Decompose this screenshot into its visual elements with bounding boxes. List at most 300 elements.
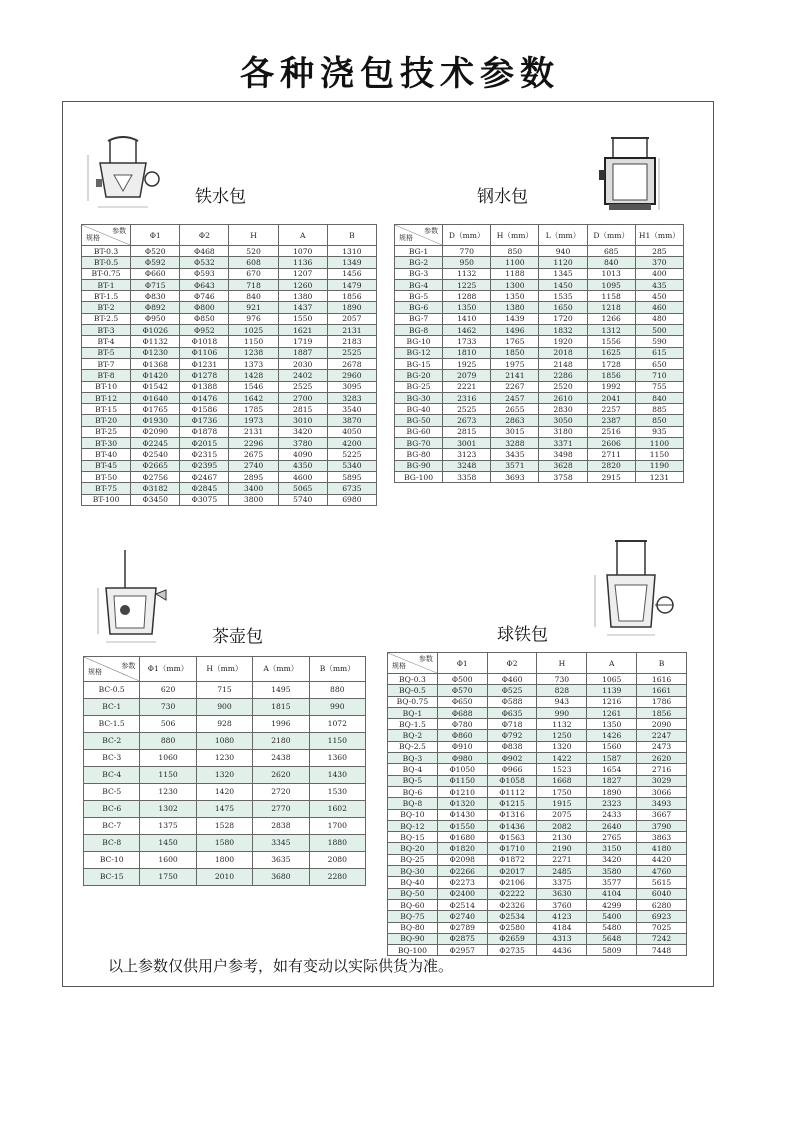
value-cell: 2148 bbox=[539, 358, 587, 369]
value-cell: Φ910 bbox=[437, 741, 487, 752]
header-spec-label: 规格 bbox=[392, 662, 406, 670]
value-cell: 2082 bbox=[537, 820, 587, 831]
value-cell: 1350 bbox=[443, 302, 491, 313]
value-cell: 4104 bbox=[587, 888, 637, 899]
value-cell: 3248 bbox=[443, 460, 491, 471]
value-cell: Φ3075 bbox=[180, 494, 229, 505]
value-cell: Φ1765 bbox=[131, 404, 180, 415]
table-row bbox=[84, 869, 366, 886]
value-cell: 3667 bbox=[637, 809, 687, 820]
header-corner-cell bbox=[82, 225, 131, 246]
value-cell: 2610 bbox=[539, 392, 587, 403]
value-cell: 1430 bbox=[309, 767, 365, 784]
value-cell: Φ1026 bbox=[131, 325, 180, 336]
iron-ladle-title: 铁水包 bbox=[195, 187, 246, 207]
model-cell: BT-8 bbox=[82, 370, 131, 381]
value-cell: 5895 bbox=[327, 471, 376, 482]
value-cell: 2247 bbox=[637, 730, 687, 741]
value-cell: Φ650 bbox=[437, 696, 487, 707]
column-header: D（mm） bbox=[587, 225, 635, 246]
value-cell: 5480 bbox=[587, 922, 637, 933]
model-cell: BT-3 bbox=[82, 325, 131, 336]
value-cell: 2010 bbox=[196, 869, 252, 886]
value-cell: 1668 bbox=[537, 775, 587, 786]
table-row bbox=[388, 922, 687, 933]
table-row bbox=[82, 257, 377, 268]
value-cell: Φ593 bbox=[180, 268, 229, 279]
value-cell: 2815 bbox=[278, 404, 327, 415]
value-cell: Φ830 bbox=[131, 291, 180, 302]
value-cell: 2678 bbox=[327, 358, 376, 369]
value-cell: 1350 bbox=[587, 719, 637, 730]
value-cell: 1600 bbox=[140, 852, 196, 869]
ball-ladle-title: 球铁包 bbox=[497, 625, 548, 645]
value-cell: 1720 bbox=[539, 313, 587, 324]
value-cell: 5615 bbox=[637, 877, 687, 888]
column-header: B bbox=[637, 653, 687, 674]
value-cell: Φ800 bbox=[180, 302, 229, 313]
teapot-ladle-drawing bbox=[90, 548, 175, 648]
table-row bbox=[388, 854, 687, 865]
model-cell: BQ-10 bbox=[388, 809, 438, 820]
value-cell: 1250 bbox=[537, 730, 587, 741]
value-cell: 2820 bbox=[587, 460, 635, 471]
model-cell: BC-3 bbox=[84, 750, 140, 767]
value-cell: 770 bbox=[443, 246, 491, 257]
value-cell: 3760 bbox=[537, 899, 587, 910]
value-cell: Φ2534 bbox=[487, 911, 537, 922]
value-cell: 2280 bbox=[309, 869, 365, 886]
table-row bbox=[82, 279, 377, 290]
value-cell: 1060 bbox=[140, 750, 196, 767]
model-cell: BG-6 bbox=[395, 302, 443, 313]
value-cell: 2620 bbox=[253, 767, 309, 784]
value-cell: Φ1231 bbox=[180, 358, 229, 369]
value-cell: 1238 bbox=[229, 347, 278, 358]
model-cell: BG-80 bbox=[395, 449, 443, 460]
value-cell: 1996 bbox=[253, 716, 309, 733]
column-header: A bbox=[278, 225, 327, 246]
value-cell: 1880 bbox=[309, 835, 365, 852]
model-cell: BG-60 bbox=[395, 426, 443, 437]
value-cell: 1616 bbox=[637, 674, 687, 685]
value-cell: Φ966 bbox=[487, 764, 537, 775]
table-row bbox=[84, 801, 366, 818]
model-cell: BC-0.5 bbox=[84, 682, 140, 699]
value-cell: Φ1736 bbox=[180, 415, 229, 426]
value-cell: Φ792 bbox=[487, 730, 537, 741]
table-row bbox=[395, 279, 684, 290]
value-cell: 1550 bbox=[278, 313, 327, 324]
value-cell: 1231 bbox=[635, 471, 683, 482]
value-cell: 950 bbox=[443, 257, 491, 268]
value-cell: 2675 bbox=[229, 449, 278, 460]
value-cell: 6735 bbox=[327, 483, 376, 494]
value-cell: 2131 bbox=[229, 426, 278, 437]
value-cell: Φ1316 bbox=[487, 809, 537, 820]
model-cell: BC-7 bbox=[84, 818, 140, 835]
table-row bbox=[395, 347, 684, 358]
value-cell: 2221 bbox=[443, 381, 491, 392]
table-row bbox=[82, 246, 377, 257]
table-row bbox=[395, 291, 684, 302]
value-cell: 4184 bbox=[537, 922, 587, 933]
model-cell: BQ-12 bbox=[388, 820, 438, 831]
value-cell: Φ2266 bbox=[437, 866, 487, 877]
model-cell: BT-0.3 bbox=[82, 246, 131, 257]
value-cell: 1360 bbox=[309, 750, 365, 767]
value-cell: 1013 bbox=[587, 268, 635, 279]
value-cell: 3420 bbox=[278, 426, 327, 437]
value-cell: 921 bbox=[229, 302, 278, 313]
value-cell: Φ468 bbox=[180, 246, 229, 257]
value-cell: Φ2106 bbox=[487, 877, 537, 888]
value-cell: 1150 bbox=[309, 733, 365, 750]
value-cell: 976 bbox=[229, 313, 278, 324]
value-cell: Φ952 bbox=[180, 325, 229, 336]
table-row bbox=[82, 471, 377, 482]
value-cell: 1560 bbox=[587, 741, 637, 752]
model-cell: BQ-2 bbox=[388, 730, 438, 741]
value-cell: 1065 bbox=[587, 674, 637, 685]
table-header-row bbox=[395, 225, 684, 246]
model-cell: BG-100 bbox=[395, 471, 443, 482]
value-cell: 3010 bbox=[278, 415, 327, 426]
value-cell: 2075 bbox=[537, 809, 587, 820]
value-cell: 2720 bbox=[253, 784, 309, 801]
table-row bbox=[82, 449, 377, 460]
value-cell: Φ2098 bbox=[437, 854, 487, 865]
value-cell: 2863 bbox=[491, 415, 539, 426]
value-cell: 4123 bbox=[537, 911, 587, 922]
value-cell: 1136 bbox=[278, 257, 327, 268]
model-cell: BQ-100 bbox=[388, 945, 438, 956]
table-row bbox=[82, 438, 377, 449]
value-cell: 2895 bbox=[229, 471, 278, 482]
value-cell: 2606 bbox=[587, 438, 635, 449]
value-cell: 1380 bbox=[278, 291, 327, 302]
model-cell: BQ-50 bbox=[388, 888, 438, 899]
value-cell: 2740 bbox=[229, 460, 278, 471]
table-row bbox=[395, 404, 684, 415]
value-cell: 990 bbox=[537, 707, 587, 718]
value-cell: 1190 bbox=[635, 460, 683, 471]
table-row bbox=[395, 460, 684, 471]
model-cell: BG-5 bbox=[395, 291, 443, 302]
model-cell: BQ-1.5 bbox=[388, 719, 438, 730]
column-header: B（mm） bbox=[309, 657, 365, 682]
value-cell: 1216 bbox=[587, 696, 637, 707]
value-cell: 1523 bbox=[537, 764, 587, 775]
value-cell: 2079 bbox=[443, 370, 491, 381]
model-cell: BG-90 bbox=[395, 460, 443, 471]
table-row bbox=[82, 404, 377, 415]
value-cell: 2960 bbox=[327, 370, 376, 381]
table-row bbox=[395, 246, 684, 257]
value-cell: 6280 bbox=[637, 899, 687, 910]
value-cell: Φ570 bbox=[437, 685, 487, 696]
value-cell: Φ1680 bbox=[437, 832, 487, 843]
value-cell: 2090 bbox=[637, 719, 687, 730]
value-cell: Φ2273 bbox=[437, 877, 487, 888]
value-cell: 1832 bbox=[539, 325, 587, 336]
model-cell: BT-25 bbox=[82, 426, 131, 437]
model-cell: BC-1 bbox=[84, 699, 140, 716]
value-cell: 2457 bbox=[491, 392, 539, 403]
value-cell: 1312 bbox=[587, 325, 635, 336]
value-cell: 590 bbox=[635, 336, 683, 347]
value-cell: 1530 bbox=[309, 784, 365, 801]
value-cell: 1225 bbox=[443, 279, 491, 290]
value-cell: 3015 bbox=[491, 426, 539, 437]
value-cell: 1426 bbox=[587, 730, 637, 741]
value-cell: 2516 bbox=[587, 426, 635, 437]
value-cell: Φ2665 bbox=[131, 460, 180, 471]
value-cell: 1462 bbox=[443, 325, 491, 336]
value-cell: 1890 bbox=[587, 786, 637, 797]
value-cell: Φ1930 bbox=[131, 415, 180, 426]
value-cell: Φ2090 bbox=[131, 426, 180, 437]
value-cell: 3001 bbox=[443, 438, 491, 449]
value-cell: Φ850 bbox=[180, 313, 229, 324]
value-cell: 3628 bbox=[539, 460, 587, 471]
iron-ladle-drawing bbox=[78, 135, 168, 215]
value-cell: Φ2222 bbox=[487, 888, 537, 899]
value-cell: Φ1215 bbox=[487, 798, 537, 809]
value-cell: 3863 bbox=[637, 832, 687, 843]
value-cell: Φ1210 bbox=[437, 786, 487, 797]
value-cell: 4090 bbox=[278, 449, 327, 460]
value-cell: 2700 bbox=[278, 392, 327, 403]
model-cell: BT-20 bbox=[82, 415, 131, 426]
table-row bbox=[395, 268, 684, 279]
value-cell: 2316 bbox=[443, 392, 491, 403]
value-cell: 3358 bbox=[443, 471, 491, 482]
model-cell: BT-7 bbox=[82, 358, 131, 369]
value-cell: 2286 bbox=[539, 370, 587, 381]
value-cell: Φ2580 bbox=[487, 922, 537, 933]
value-cell: 1887 bbox=[278, 347, 327, 358]
value-cell: 3790 bbox=[637, 820, 687, 831]
table-row bbox=[388, 933, 687, 944]
value-cell: 4180 bbox=[637, 843, 687, 854]
value-cell: 1992 bbox=[587, 381, 635, 392]
value-cell: 5225 bbox=[327, 449, 376, 460]
value-cell: 2485 bbox=[537, 866, 587, 877]
table-row bbox=[388, 741, 687, 752]
table-header-row bbox=[84, 657, 366, 682]
value-cell: 928 bbox=[196, 716, 252, 733]
model-cell: BT-50 bbox=[82, 471, 131, 482]
value-cell: 2180 bbox=[253, 733, 309, 750]
value-cell: 1422 bbox=[537, 753, 587, 764]
value-cell: 1230 bbox=[196, 750, 252, 767]
value-cell: 4050 bbox=[327, 426, 376, 437]
table-row bbox=[388, 719, 687, 730]
value-cell: 2830 bbox=[539, 404, 587, 415]
model-cell: BT-0.75 bbox=[82, 268, 131, 279]
value-cell: 1925 bbox=[443, 358, 491, 369]
value-cell: 1350 bbox=[491, 291, 539, 302]
value-cell: 1150 bbox=[229, 336, 278, 347]
model-cell: BQ-40 bbox=[388, 877, 438, 888]
value-cell: 2030 bbox=[278, 358, 327, 369]
model-cell: BT-4 bbox=[82, 336, 131, 347]
value-cell: 3693 bbox=[491, 471, 539, 482]
table-row bbox=[82, 483, 377, 494]
value-cell: 1556 bbox=[587, 336, 635, 347]
model-cell: BQ-0.3 bbox=[388, 674, 438, 685]
value-cell: 1373 bbox=[229, 358, 278, 369]
value-cell: 1621 bbox=[278, 325, 327, 336]
header-spec-label: 规格 bbox=[88, 668, 102, 676]
value-cell: 5400 bbox=[587, 911, 637, 922]
table-row bbox=[388, 888, 687, 899]
value-cell: 5065 bbox=[278, 483, 327, 494]
value-cell: 3375 bbox=[537, 877, 587, 888]
column-header: Φ2 bbox=[180, 225, 229, 246]
table-row bbox=[82, 336, 377, 347]
value-cell: Φ2875 bbox=[437, 933, 487, 944]
value-cell: 5648 bbox=[587, 933, 637, 944]
model-cell: BC-10 bbox=[84, 852, 140, 869]
model-cell: BC-5 bbox=[84, 784, 140, 801]
value-cell: 710 bbox=[635, 370, 683, 381]
footnote: 以上参数仅供用户参考，如有变动以实际供货为准。 bbox=[108, 957, 454, 975]
value-cell: 3498 bbox=[539, 449, 587, 460]
table-row bbox=[82, 325, 377, 336]
model-cell: BC-6 bbox=[84, 801, 140, 818]
value-cell: 2041 bbox=[587, 392, 635, 403]
value-cell: Φ2845 bbox=[180, 483, 229, 494]
value-cell: 885 bbox=[635, 404, 683, 415]
value-cell: 2620 bbox=[637, 753, 687, 764]
table-row bbox=[388, 764, 687, 775]
table-row bbox=[388, 877, 687, 888]
column-header: B bbox=[327, 225, 376, 246]
table-row bbox=[388, 899, 687, 910]
column-header: L（mm） bbox=[539, 225, 587, 246]
model-cell: BQ-0.75 bbox=[388, 696, 438, 707]
model-cell: BG-20 bbox=[395, 370, 443, 381]
value-cell: 2190 bbox=[537, 843, 587, 854]
value-cell: 4313 bbox=[537, 933, 587, 944]
value-cell: 3635 bbox=[253, 852, 309, 869]
table-row bbox=[388, 820, 687, 831]
value-cell: 4600 bbox=[278, 471, 327, 482]
value-cell: 6040 bbox=[637, 888, 687, 899]
table-row bbox=[395, 426, 684, 437]
value-cell: 615 bbox=[635, 347, 683, 358]
value-cell: 1815 bbox=[253, 699, 309, 716]
value-cell: Φ1542 bbox=[131, 381, 180, 392]
model-cell: BQ-15 bbox=[388, 832, 438, 843]
value-cell: 3066 bbox=[637, 786, 687, 797]
value-cell: 943 bbox=[537, 696, 587, 707]
table-row bbox=[82, 460, 377, 471]
value-cell: 1132 bbox=[443, 268, 491, 279]
value-cell: Φ2789 bbox=[437, 922, 487, 933]
value-cell: 1025 bbox=[229, 325, 278, 336]
value-cell: Φ1476 bbox=[180, 392, 229, 403]
value-cell: 1070 bbox=[278, 246, 327, 257]
value-cell: Φ1050 bbox=[437, 764, 487, 775]
table-row bbox=[82, 392, 377, 403]
value-cell: 2402 bbox=[278, 370, 327, 381]
value-cell: 1810 bbox=[443, 347, 491, 358]
value-cell: 3780 bbox=[278, 438, 327, 449]
value-cell: 1750 bbox=[537, 786, 587, 797]
table-row bbox=[84, 699, 366, 716]
header-corner-cell bbox=[84, 657, 140, 682]
value-cell: 1428 bbox=[229, 370, 278, 381]
value-cell: Φ1436 bbox=[487, 820, 537, 831]
table-row bbox=[82, 370, 377, 381]
value-cell: 1349 bbox=[327, 257, 376, 268]
table-row bbox=[395, 415, 684, 426]
value-cell: Φ1150 bbox=[437, 775, 487, 786]
value-cell: 880 bbox=[140, 733, 196, 750]
value-cell: 1479 bbox=[327, 279, 376, 290]
value-cell: 1975 bbox=[491, 358, 539, 369]
table-row bbox=[84, 767, 366, 784]
value-cell: Φ780 bbox=[437, 719, 487, 730]
value-cell: Φ520 bbox=[131, 246, 180, 257]
value-cell: 2387 bbox=[587, 415, 635, 426]
value-cell: 7448 bbox=[637, 945, 687, 956]
value-cell: Φ1132 bbox=[131, 336, 180, 347]
value-cell: Φ950 bbox=[131, 313, 180, 324]
value-cell: 1420 bbox=[196, 784, 252, 801]
header-spec-label: 规格 bbox=[399, 234, 413, 242]
value-cell: 1785 bbox=[229, 404, 278, 415]
value-cell: 3493 bbox=[637, 798, 687, 809]
value-cell: 1132 bbox=[537, 719, 587, 730]
table-row bbox=[84, 835, 366, 852]
value-cell: 1850 bbox=[491, 347, 539, 358]
value-cell: 1546 bbox=[229, 381, 278, 392]
value-cell: 2433 bbox=[587, 809, 637, 820]
table-row bbox=[84, 818, 366, 835]
value-cell: 1375 bbox=[140, 818, 196, 835]
value-cell: 3758 bbox=[539, 471, 587, 482]
value-cell: 1535 bbox=[539, 291, 587, 302]
value-cell: Φ1420 bbox=[131, 370, 180, 381]
value-cell: Φ1058 bbox=[487, 775, 537, 786]
table-row bbox=[395, 370, 684, 381]
value-cell: 2473 bbox=[637, 741, 687, 752]
value-cell: Φ3182 bbox=[131, 483, 180, 494]
column-header: H（mm） bbox=[491, 225, 539, 246]
value-cell: Φ715 bbox=[131, 279, 180, 290]
column-header: H bbox=[537, 653, 587, 674]
value-cell: 3580 bbox=[587, 866, 637, 877]
model-cell: BQ-30 bbox=[388, 866, 438, 877]
value-cell: 3150 bbox=[587, 843, 637, 854]
table-row bbox=[395, 392, 684, 403]
model-cell: BQ-1 bbox=[388, 707, 438, 718]
value-cell: 840 bbox=[635, 392, 683, 403]
value-cell: 3050 bbox=[539, 415, 587, 426]
value-cell: 2141 bbox=[491, 370, 539, 381]
model-cell: BQ-80 bbox=[388, 922, 438, 933]
value-cell: 1650 bbox=[539, 302, 587, 313]
value-cell: 2673 bbox=[443, 415, 491, 426]
value-cell: 4420 bbox=[637, 854, 687, 865]
table-row bbox=[82, 381, 377, 392]
value-cell: 1450 bbox=[539, 279, 587, 290]
model-cell: BQ-60 bbox=[388, 899, 438, 910]
